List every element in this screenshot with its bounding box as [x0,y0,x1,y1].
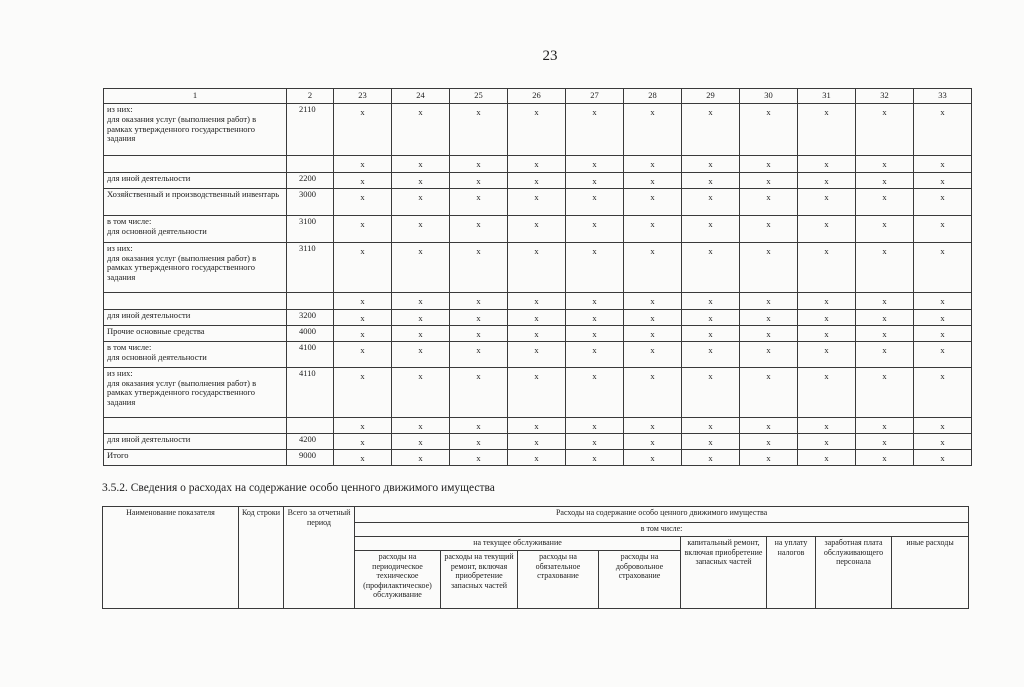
cell-value: x [740,367,798,417]
cell-value: x [566,449,624,465]
cell-value: x [334,104,392,156]
periodic-maintenance-header: расходы на периодическое техническое (профилактическое) обслуживание [355,551,441,609]
cell-value: x [334,417,392,433]
cell-value: x [334,215,392,242]
cell-value: x [392,325,450,341]
cell-value: x [798,292,856,309]
cell-value: x [566,341,624,367]
expenses-table [102,506,969,609]
cell-value: x [798,188,856,215]
cell-value: x [450,292,508,309]
cell-value: x [392,156,450,173]
column-number: 28 [624,89,682,104]
cell-value: x [624,325,682,341]
row-label: из них: для оказания услуг (выполнения работ) в рамках утвержденного государственного задания [104,104,287,156]
cell-value: x [450,309,508,325]
cell-value: x [798,417,856,433]
cell-value: x [566,433,624,449]
table-row [104,367,972,417]
row-label [104,292,287,309]
cell-value: x [914,325,972,341]
cell-value: x [914,341,972,367]
cell-value: x [624,433,682,449]
cell-value: x [508,292,566,309]
salary-header: заработная плата обслуживающего персонала [816,537,892,609]
cell-value: x [508,417,566,433]
column-number: 23 [334,89,392,104]
cell-value: x [334,188,392,215]
cell-value: x [682,309,740,325]
cell-value: x [334,341,392,367]
cell-value: x [566,242,624,292]
cell-value: x [624,417,682,433]
cell-value: x [740,341,798,367]
cell-value: x [856,309,914,325]
cell-value: x [508,215,566,242]
cell-value: x [798,242,856,292]
cell-value: x [682,173,740,189]
cell-value: x [566,309,624,325]
cell-value: x [798,104,856,156]
cell-value: x [856,341,914,367]
cell-value: x [624,367,682,417]
cell-value: x [392,417,450,433]
column-number: 32 [856,89,914,104]
voluntary-insurance-header: расходы на добровольное страхование [599,551,681,609]
column-number: 24 [392,89,450,104]
cell-value: x [566,292,624,309]
row-code: 3000 [287,188,334,215]
cell-value: x [856,215,914,242]
table-row [104,242,972,292]
cell-value: x [914,433,972,449]
in-that-number-header: в том числе: [355,523,969,537]
cell-value: x [508,156,566,173]
column-number: 25 [450,89,508,104]
column-number: 31 [798,89,856,104]
cell-value: x [334,156,392,173]
table-row [104,188,972,215]
cell-value: x [624,104,682,156]
row-code: 3110 [287,242,334,292]
cell-value: x [682,104,740,156]
cell-value: x [450,173,508,189]
cell-value: x [624,309,682,325]
cell-value: x [566,156,624,173]
cell-value: x [740,417,798,433]
cell-value: x [450,104,508,156]
table-row [104,341,972,367]
cell-value: x [914,292,972,309]
cell-value: x [682,215,740,242]
cell-value: x [682,325,740,341]
table-row [104,173,972,189]
cell-value: x [740,173,798,189]
cell-value: x [682,188,740,215]
row-code: 3100 [287,215,334,242]
cell-value: x [856,242,914,292]
cell-value: x [856,433,914,449]
cell-value: x [392,309,450,325]
column-number: 30 [740,89,798,104]
cell-value: x [566,367,624,417]
assets-table [103,88,972,466]
cell-value: x [624,173,682,189]
cell-value: x [740,292,798,309]
row-code [287,292,334,309]
cell-value: x [856,173,914,189]
cell-value: x [508,367,566,417]
cell-value: x [914,156,972,173]
cell-value: x [856,292,914,309]
cell-value: x [740,104,798,156]
cell-value: x [392,188,450,215]
cell-value: x [392,367,450,417]
row-code: 4200 [287,433,334,449]
col-name-header: Наименование показателя [103,507,239,609]
cell-value: x [566,417,624,433]
column-number: 1 [104,89,287,104]
capital-repair-header: капитальный ремонт, включая приобретение запасных частей [681,537,767,609]
cell-value: x [740,433,798,449]
cell-value: x [682,449,740,465]
col-code-header: Код строки [239,507,284,609]
cell-value: x [740,309,798,325]
cell-value: x [508,309,566,325]
expenses-group-header: Расходы на содержание особо ценного движимого имущества [355,507,969,523]
cell-value: x [914,309,972,325]
cell-value: x [798,325,856,341]
cell-value: x [450,449,508,465]
row-label [104,417,287,433]
column-number: 26 [508,89,566,104]
cell-value: x [392,173,450,189]
cell-value: x [856,104,914,156]
row-code: 4110 [287,367,334,417]
cell-value: x [740,215,798,242]
cell-value: x [682,156,740,173]
cell-value: x [508,433,566,449]
cell-value: x [682,341,740,367]
cell-value: x [914,215,972,242]
row-code: 9000 [287,449,334,465]
row-label [104,156,287,173]
cell-value: x [624,242,682,292]
cell-value: x [682,367,740,417]
cell-value: x [450,215,508,242]
cell-value: x [856,417,914,433]
row-label: из них: для оказания услуг (выполнения работ) в рамках утвержденного государственного задания [104,367,287,417]
cell-value: x [856,367,914,417]
row-code: 4000 [287,325,334,341]
cell-value: x [450,242,508,292]
cell-value: x [334,309,392,325]
cell-value: x [740,242,798,292]
row-label: Хозяйственный и производственный инвентарь [104,188,287,215]
cell-value: x [450,341,508,367]
cell-value: x [856,449,914,465]
row-label: Прочие основные средства [104,325,287,341]
cell-value: x [798,215,856,242]
cell-value: x [798,156,856,173]
cell-value: x [392,104,450,156]
cell-value: x [334,242,392,292]
row-code [287,156,334,173]
cell-value: x [392,242,450,292]
other-expenses-header: иные расходы [892,537,969,609]
column-number: 2 [287,89,334,104]
cell-value: x [508,341,566,367]
table-row [104,417,972,433]
cell-value: x [392,341,450,367]
table-row [104,156,972,173]
cell-value: x [450,325,508,341]
cell-value: x [566,188,624,215]
col-total-header: Всего за отчетный период [284,507,355,609]
cell-value: x [624,292,682,309]
cell-value: x [798,449,856,465]
cell-value: x [450,433,508,449]
cell-value: x [682,292,740,309]
section-title: 3.5.2. Сведения о расходах на содержание особо ценного движимого имущества [102,482,495,494]
cell-value: x [856,188,914,215]
cell-value: x [740,449,798,465]
cell-value: x [334,292,392,309]
cell-value: x [914,173,972,189]
current-service-header: на текущее обслуживание [355,537,681,551]
cell-value: x [392,449,450,465]
table-row [104,292,972,309]
page-number: 23 [542,48,558,64]
cell-value: x [624,156,682,173]
row-label: Итого [104,449,287,465]
cell-value: x [508,188,566,215]
cell-value: x [914,188,972,215]
cell-value: x [508,449,566,465]
cell-value: x [682,417,740,433]
table-header-row [104,89,972,104]
cell-value: x [624,341,682,367]
column-number: 29 [682,89,740,104]
row-code: 2110 [287,104,334,156]
cell-value: x [682,242,740,292]
cell-value: x [624,449,682,465]
cell-value: x [914,104,972,156]
cell-value: x [334,449,392,465]
row-code: 4100 [287,341,334,367]
column-number: 27 [566,89,624,104]
row-label: для иной деятельности [104,309,287,325]
row-label: из них: для оказания услуг (выполнения работ) в рамках утвержденного государственного задания [104,242,287,292]
cell-value: x [566,173,624,189]
cell-value: x [798,433,856,449]
cell-value: x [856,325,914,341]
cell-value: x [450,156,508,173]
row-code [287,417,334,433]
cell-value: x [334,173,392,189]
cell-value: x [624,215,682,242]
cell-value: x [914,417,972,433]
mandatory-insurance-header: расходы на обязательное страхование [518,551,599,609]
cell-value: x [566,215,624,242]
cell-value: x [798,367,856,417]
cell-value: x [450,188,508,215]
table-row [104,215,972,242]
column-number: 33 [914,89,972,104]
cell-value: x [798,173,856,189]
row-label: для иной деятельности [104,433,287,449]
table-row [104,309,972,325]
row-label: в том числе: для основной деятельности [104,215,287,242]
cell-value: x [450,417,508,433]
table-row [104,449,972,465]
cell-value: x [914,449,972,465]
cell-value: x [392,433,450,449]
cell-value: x [334,325,392,341]
cell-value: x [566,325,624,341]
cell-value: x [624,188,682,215]
cell-value: x [508,104,566,156]
cell-value: x [334,367,392,417]
cell-value: x [334,433,392,449]
taxes-header: на уплату налогов [767,537,816,609]
cell-value: x [740,325,798,341]
cell-value: x [798,309,856,325]
cell-value: x [392,215,450,242]
cell-value: x [682,433,740,449]
table-row [104,104,972,156]
cell-value: x [508,173,566,189]
cell-value: x [392,292,450,309]
current-repair-header: расходы на текущий ремонт, включая приобретение запасных частей [441,551,518,609]
table-row [104,325,972,341]
cell-value: x [856,156,914,173]
cell-value: x [508,325,566,341]
row-code: 3200 [287,309,334,325]
row-label: для иной деятельности [104,173,287,189]
table-row [104,433,972,449]
cell-value: x [740,156,798,173]
cell-value: x [798,341,856,367]
cell-value: x [914,242,972,292]
cell-value: x [740,188,798,215]
row-code: 2200 [287,173,334,189]
cell-value: x [566,104,624,156]
cell-value: x [508,242,566,292]
cell-value: x [450,367,508,417]
cell-value: x [914,367,972,417]
row-label: в том числе: для основной деятельности [104,341,287,367]
